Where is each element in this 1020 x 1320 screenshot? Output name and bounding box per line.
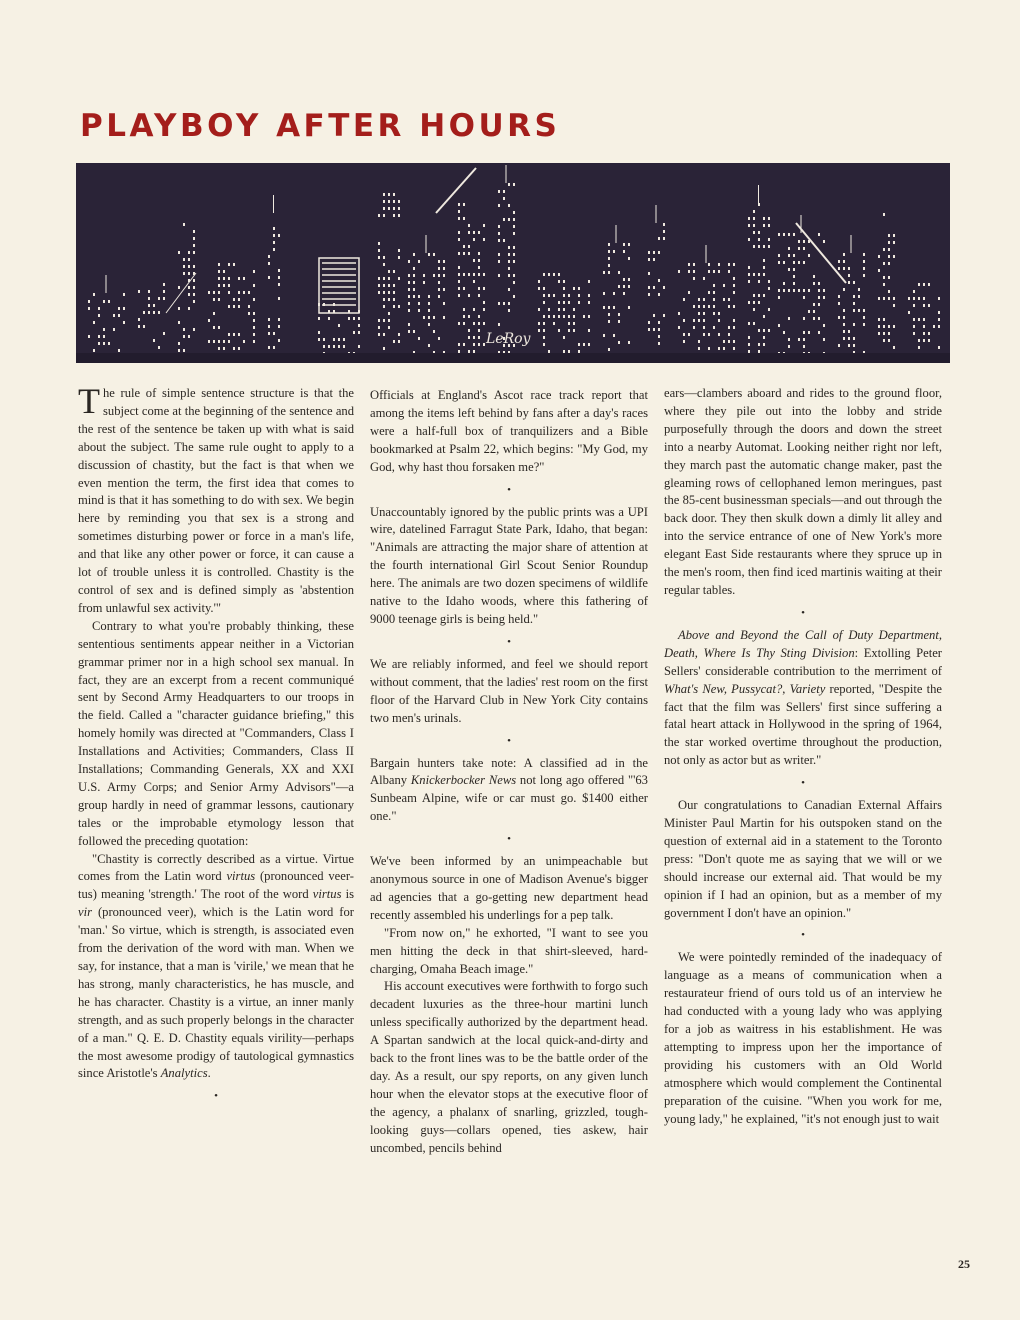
separator-bullet: • xyxy=(507,483,511,496)
separator-bullet: • xyxy=(507,635,511,648)
separator-bullet: • xyxy=(801,929,805,942)
separator-bullet: • xyxy=(801,777,805,790)
paragraph: ears—clambers aboard and rides to the ground floor, where they pile out into the lobby and stride purposefully through the doors and down the street into a nearby Automat. Looking neither right nor left, they march past the automatic change maker, past the gleaming rows of cellophaned lemon meringues, past the 85-cent businessman specials—and out through the back door. They then skulk down a dimly lit alley and into the service entrance of one of New York's more elegant East Side restaurants where they spruce up in the men's room, then find iced martinis waiting at their regular tables. xyxy=(664,386,942,597)
page-title: PLAYBOY AFTER HOURS xyxy=(80,108,561,144)
paragraph: We've been informed by an unimpeachable but anonymous source in one of Madison Avenue's bigger ad agencies that a go-getting new department head recently assembled his underlings for a pep talk. xyxy=(370,854,648,922)
paragraph: His account executives were forthwith to forgo such decadent luxuries as the three-hour martini lunch unless specifically authorized by the department head. A Spartan sandwich at the local quick-and-dirty and back to the front lines was to be the battle order of the day. As a result, our spy reports, on any given lunch hour when the elevator stops at the executive floor of the agency, a phalanx of snarling, grizzled, tough-looking guys—collars opened, ties askew, hair uncombed, pencils behind xyxy=(370,979,648,1155)
paragraph: Bargain hunters take note: A classified ad in the Albany Knickerbocker News not long ago offered "'63 Sunbeam Alpine, wife or car must go. $1400 either one." xyxy=(370,755,648,824)
column-3 xyxy=(664,385,942,1129)
paragraph: We are reliably informed, and feel we should report without comment, that the ladies' rest room on the first floor of the Harvard Club in New York City contains two men's urinals. xyxy=(370,656,648,725)
paragraph: "From now on," he exhorted, "I want to see you men hitting the deck in that shirt-sleeved, hard-charging, Omaha Beach image." xyxy=(370,925,648,976)
separator-bullet: • xyxy=(507,833,511,846)
page-number: 25 xyxy=(958,1257,970,1271)
paragraph: The rule of simple sentence structure is that the subject come at the beginning of the sentence and the rest of the sentence be taken up with what is said about the subject. The same rule ought to apply to a discussion of chastity, but the fact is that when we even mention the term, the first idea that comes to mind is that it has something to do with sex. We begin here by reminding you that sex is a strong and sometimes disturbing power or force in a man's life, and that like any other power or force, it can cause a lot of trouble unless it is controlled. Chastity is the control of sex and is defined simply as 'abstention from unlawful sex activity.'" xyxy=(78,381,354,615)
separator-bullet: • xyxy=(801,606,805,619)
city-skyline-illustration xyxy=(76,163,950,363)
paragraph: We were pointedly reminded of the inadequacy of language as a means of communication when a restaurateur friend of ours told us of an interview he had conducted with a young lady who was applying for a job as waitress in his establishment. He was attempting to impress upon her the importance of providing his customers with an Old World atmosphere which would complement the Continental preparation of the cuisine. "When you work for me, young lady," he explained, "it's not enough just to wait xyxy=(664,950,942,1126)
paragraph: Above and Beyond the Call of Duty Department, Death, Where Is Thy Sting Division: Extolling Peter Sellers' considerable contribution to the merriment of What's New, Pussycat?, Variety reported, "Despite the fact that the film was Sellers' first since suffering a fatal heart attack in Hollywood in the spring of 1964, the star worked overtime throughout the production, not only as actor but as writer." xyxy=(664,627,943,768)
drop-cap: T xyxy=(78,381,100,421)
column-1 xyxy=(78,381,354,1110)
paragraph: Our congratulations to Canadian External Affairs Minister Paul Martin for his outspoken stand on the question of external aid in a statement to the Toronto press: "Don't quote me as saying that we will or we should increase our external aid. That would be my opinion if I had an opinion, but as a member of my government I don't have an opinion." xyxy=(664,798,942,920)
paragraph: Unaccountably ignored by the public prints was a UPI wire, datelined Farragut State Park, Idaho, that began: "Animals are attracting the major share of attention at the fourth international Girl Scout Senior Roundup here. The animals are two dozen specimens of wildlife native to the Idaho woods, where this fathering of 9000 teenage girls is being held." xyxy=(370,504,648,626)
skyline-icon xyxy=(76,163,950,363)
column-2 xyxy=(370,387,648,1158)
paragraph: Officials at England's Ascot race track report that among the items left behind by fans after a day's races were a half-full box of tranquilizers and a Bible bookmarked at Psalm 22, which begins: "My God, my God, why hast thou forsaken me?" xyxy=(370,388,648,474)
separator-bullet: • xyxy=(507,734,511,747)
svg-text:LeRoy: LeRoy xyxy=(486,331,531,347)
paragraph: Contrary to what you're probably thinking, these sententious sentiments appear neither in a Victorian grammar primer nor in a high school sex manual. In fact, they are an excerpt from a recent communiqué sent by Second Army Headquarters to our troops in the field. Called a "character guidance briefing," this homely homily was directed at "Commanders, Class I Installations and Activities; Commanders, Class II Installations; Commanding Generals, XX and XXI U.S. Army Corps; and Senior Army Advisors"—a group hardly in need of grammar lessons, cautionary tales or the improbable etymology lesson that followed the preceding quotation: xyxy=(78,618,354,848)
paragraph: "Chastity is correctly described as a virtue. Virtue comes from the Latin word virtus (pronounced veer-tus) meaning 'strength.' The root of the word virtus is vir (pronounced veer), which is the Latin word for 'man.' So virtue, which is strength, is associated even from the derivation of the word with man. When we say, for instance, that a man is 'virile,' we mean that he has strong, manly characteristics, he has muscle, and he has character. Chastity is a virtue, an inner manly strength, and as such properly belongs in the character of a man." Q. E. D. Chastity equals virility—perhaps the most awesome prodigy of tautological gymnastics since Aristotle's Analytics. xyxy=(78,851,354,1081)
separator-bullet: • xyxy=(214,1090,218,1103)
